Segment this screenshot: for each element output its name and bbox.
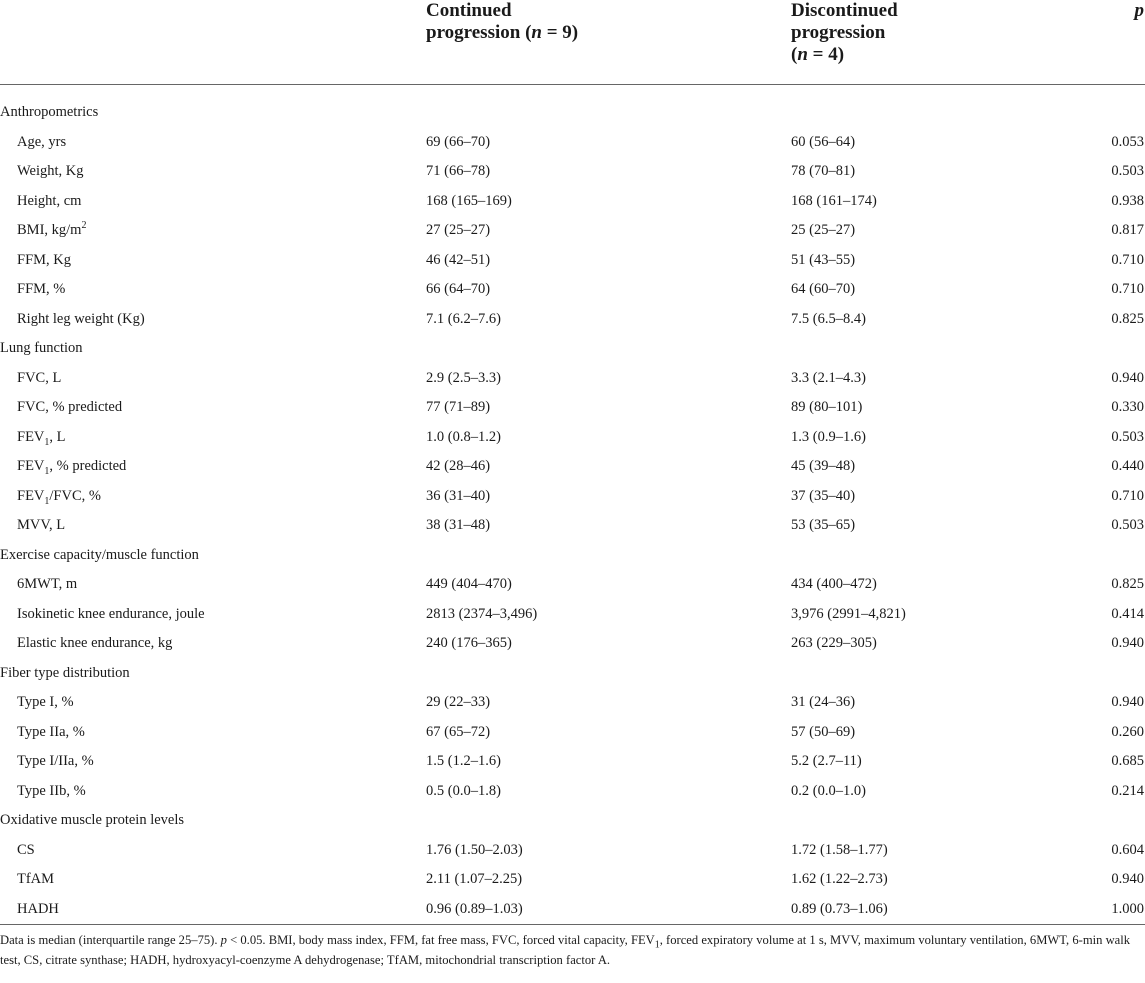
- header-continued-n: n: [531, 22, 542, 43]
- row-label: [0, 688, 426, 718]
- continued-value: 29 (22–33): [426, 694, 491, 711]
- table-body: [0, 85, 1145, 925]
- header-continued-line1: Continued: [426, 0, 512, 21]
- discontinued-value: 7.5 (6.5–8.4): [791, 310, 866, 327]
- row-label: [0, 157, 426, 187]
- p-value: 0.938: [1111, 192, 1144, 209]
- table-row: [0, 423, 1145, 453]
- row-label: [0, 895, 426, 925]
- p-value: 0.604: [1111, 841, 1144, 858]
- row-label-text: Age, yrs: [17, 133, 67, 150]
- discontinued-value: 0.89 (0.73–1.06): [791, 895, 1015, 925]
- continued-value: 46 (42–51): [426, 251, 491, 268]
- row-label: [0, 747, 426, 777]
- discontinued-value: 1.62 (1.22–2.73): [791, 871, 888, 888]
- row-label: [0, 600, 426, 630]
- discontinued-value: 51 (43–55): [791, 251, 856, 268]
- continued-value: 67 (65–72): [426, 723, 491, 740]
- p-value: 0.940: [1111, 369, 1144, 386]
- table-row: [0, 305, 1145, 335]
- table-header: [0, 0, 1145, 85]
- discontinued-value: 1.72 (1.58–1.77): [791, 841, 888, 858]
- p-value: 0.825: [1111, 310, 1144, 327]
- table-row: [0, 482, 1145, 512]
- row-label: [0, 452, 426, 482]
- row-label-text: Type I, %: [17, 694, 74, 711]
- continued-value: 1.5 (1.2–1.6): [426, 753, 501, 770]
- p-value: 0.053: [1111, 133, 1144, 150]
- table-row: [0, 836, 1145, 866]
- table-row: [0, 747, 1145, 777]
- continued-value: 27 (25–27): [426, 222, 491, 239]
- row-label-rest: /FVC, %: [49, 487, 101, 504]
- p-value: 0.260: [1111, 723, 1144, 740]
- row-label-text: FVC, % predicted: [17, 399, 123, 416]
- row-label: [0, 865, 426, 895]
- row-label-rest: , L: [49, 428, 66, 445]
- row-label-text: FFM, Kg: [17, 251, 71, 268]
- row-label: [0, 187, 426, 217]
- row-label-text: TfAM: [17, 871, 55, 888]
- row-label-text: Type IIa, %: [17, 723, 85, 740]
- header-p-value: [1015, 0, 1145, 85]
- p-value: 0.825: [1111, 576, 1144, 593]
- p-value: 1.000: [1015, 895, 1145, 925]
- row-label-sub: 1: [44, 495, 50, 507]
- header-discontinued-progression: [791, 0, 1015, 85]
- table-row: [0, 246, 1145, 276]
- header-continued-progression: [426, 0, 791, 85]
- continued-value: 66 (64–70): [426, 281, 491, 298]
- section-heading: Lung function: [0, 340, 83, 357]
- p-value: 0.503: [1111, 428, 1144, 445]
- row-label-text: 6MWT, m: [17, 576, 78, 593]
- continued-value: 449 (404–470): [426, 576, 512, 593]
- p-value: 0.940: [1111, 694, 1144, 711]
- row-label: [0, 511, 426, 541]
- p-value: 0.710: [1111, 487, 1144, 504]
- row-label: [0, 364, 426, 394]
- table-row: [0, 895, 1145, 925]
- table-row: [0, 511, 1145, 541]
- table-row: [0, 128, 1145, 158]
- discontinued-value: 37 (35–40): [791, 487, 856, 504]
- p-value: 0.440: [1111, 458, 1144, 475]
- section-row: [0, 659, 1145, 689]
- section-row: [0, 541, 1145, 571]
- continued-value: 240 (176–365): [426, 635, 512, 652]
- footnote-part3: , forced expiratory volume at 1 s, MVV, maximum voluntary ventilation, 6MWT, 6-min walk test, CS, citrate synthase; HADH, hydroxyacyl-coenzyme A dehydrogenase; TfAM, mitochondrial transcription factor A.: [0, 933, 1131, 967]
- row-label: [0, 128, 426, 158]
- table-row: [0, 777, 1145, 807]
- p-value: 0.940: [1111, 635, 1144, 652]
- footnote-sub: 1: [654, 939, 660, 951]
- discontinued-value: 60 (56–64): [791, 133, 856, 150]
- table-row: [0, 865, 1145, 895]
- row-label-text: Weight, Kg: [17, 163, 84, 180]
- continued-value: 1.76 (1.50–2.03): [426, 841, 523, 858]
- row-label-sub: 1: [44, 436, 50, 448]
- row-label-text: FEV: [17, 428, 45, 445]
- continued-value: 71 (66–78): [426, 163, 491, 180]
- discontinued-value: 434 (400–472): [791, 576, 877, 593]
- row-label-rest: , % predicted: [49, 458, 127, 475]
- discontinued-value: 3.3 (2.1–4.3): [791, 369, 866, 386]
- p-value: 0.414: [1111, 605, 1144, 622]
- row-label: [0, 305, 426, 335]
- footnote-part2: < 0.05. BMI, body mass index, FFM, fat free mass, FVC, forced vital capacity, FEV: [226, 933, 655, 947]
- discontinued-value: 64 (60–70): [791, 281, 856, 298]
- header-continued-rest: = 9): [541, 22, 579, 43]
- p-value: 0.710: [1111, 251, 1144, 268]
- row-label-text: FFM, %: [17, 281, 66, 298]
- continued-value: 2.11 (1.07–2.25): [426, 871, 523, 888]
- discontinued-value: 89 (80–101): [791, 399, 863, 416]
- p-value: 0.685: [1111, 753, 1144, 770]
- table-row: [0, 688, 1145, 718]
- discontinued-value: 3,976 (2991–4,821): [791, 605, 906, 622]
- p-value: 0.940: [1111, 871, 1144, 888]
- footnote-part1: Data is median (interquartile range 25–75).: [0, 933, 221, 947]
- continued-value: 36 (31–40): [426, 487, 491, 504]
- table-row: [0, 629, 1145, 659]
- continued-value: 2.9 (2.5–3.3): [426, 369, 501, 386]
- table-row: [0, 570, 1145, 600]
- continued-value: 2813 (2374–3,496): [426, 605, 538, 622]
- header-discontinued-n: n: [797, 44, 808, 65]
- p-value: 0.503: [1111, 517, 1144, 534]
- discontinued-value: 0.2 (0.0–1.0): [791, 782, 866, 799]
- discontinued-value: 53 (35–65): [791, 517, 856, 534]
- p-value: 0.214: [1111, 782, 1144, 799]
- continued-value: 69 (66–70): [426, 133, 491, 150]
- row-label: [0, 718, 426, 748]
- header-discontinued-line3-pre: (: [791, 44, 798, 65]
- discontinued-value: 25 (25–27): [791, 222, 856, 239]
- table-footnote: [0, 930, 1140, 970]
- p-value: 0.817: [1111, 222, 1144, 239]
- table-row: [0, 275, 1145, 305]
- row-label: [0, 482, 426, 512]
- section-row: [0, 85, 1145, 128]
- discontinued-value: 1.3 (0.9–1.6): [791, 428, 866, 445]
- header-discontinued-line2: progression: [791, 22, 886, 43]
- row-label-text: FEV: [17, 487, 45, 504]
- table-row: [0, 157, 1145, 187]
- row-label: [0, 393, 426, 423]
- section-heading: Oxidative muscle protein levels: [0, 812, 185, 829]
- table-row: [0, 187, 1145, 217]
- table-row: [0, 364, 1145, 394]
- table-row: [0, 600, 1145, 630]
- continued-value: 77 (71–89): [426, 399, 491, 416]
- discontinued-value: 45 (39–48): [791, 458, 856, 475]
- continued-value: 0.96 (0.89–1.03): [426, 895, 791, 925]
- row-label-text: Height, cm: [17, 192, 82, 209]
- p-value: 0.710: [1111, 281, 1144, 298]
- row-label-text: Isokinetic knee endurance, joule: [17, 605, 205, 622]
- section-heading: Anthropometrics: [0, 104, 99, 121]
- row-label-text: CS: [17, 841, 35, 858]
- continued-value: 168 (165–169): [426, 192, 512, 209]
- row-label-text: Type I/IIa, %: [17, 753, 94, 770]
- header-discontinued-line3-rest: = 4): [807, 44, 845, 65]
- discontinued-value: 263 (229–305): [791, 635, 877, 652]
- table-row: [0, 216, 1145, 246]
- row-label-sub: 1: [44, 466, 50, 478]
- continued-value: 38 (31–48): [426, 517, 491, 534]
- continued-value: 1.0 (0.8–1.2): [426, 428, 501, 445]
- row-label-text: MVV, L: [17, 517, 66, 534]
- row-label-text: Elastic knee endurance, kg: [17, 635, 173, 652]
- discontinued-value: 168 (161–174): [791, 192, 877, 209]
- row-label: [0, 629, 426, 659]
- row-label: [0, 216, 426, 246]
- continued-value: 42 (28–46): [426, 458, 491, 475]
- section-heading: Fiber type distribution: [0, 664, 130, 681]
- footnote-p-italic: p: [220, 933, 227, 947]
- table-row: [0, 393, 1145, 423]
- row-label: [0, 570, 426, 600]
- discontinued-value: 5.2 (2.7–11): [791, 753, 862, 770]
- row-label: [0, 275, 426, 305]
- header-discontinued-line1: Discontinued: [791, 0, 898, 21]
- row-label-text: FVC, L: [17, 369, 62, 386]
- row-label: [0, 246, 426, 276]
- table-row: [0, 452, 1145, 482]
- row-label-sup: 2: [81, 220, 87, 232]
- row-label: [0, 423, 426, 453]
- row-label: [0, 777, 426, 807]
- discontinued-value: 78 (70–81): [791, 163, 856, 180]
- p-value: 0.503: [1111, 163, 1144, 180]
- section-row: [0, 806, 1145, 836]
- row-label-text: Right leg weight (Kg): [17, 310, 145, 327]
- header-continued-line2: progression (: [426, 22, 532, 43]
- section-row: [0, 334, 1145, 364]
- row-label-text: Type IIb, %: [17, 782, 86, 799]
- discontinued-value: 31 (24–36): [791, 694, 856, 711]
- table-row: [0, 718, 1145, 748]
- discontinued-value: 57 (50–69): [791, 723, 856, 740]
- continued-value: 0.5 (0.0–1.8): [426, 782, 501, 799]
- row-label-text: HADH: [17, 900, 59, 917]
- p-value: 0.330: [1111, 399, 1144, 416]
- continued-value: 7.1 (6.2–7.6): [426, 310, 501, 327]
- header-p-label: p: [1134, 0, 1144, 21]
- row-label-text: FEV: [17, 458, 45, 475]
- header-blank: [0, 0, 426, 85]
- row-label: [0, 836, 426, 866]
- row-label-text: BMI, kg/m: [17, 222, 82, 239]
- section-heading: Exercise capacity/muscle function: [0, 546, 199, 563]
